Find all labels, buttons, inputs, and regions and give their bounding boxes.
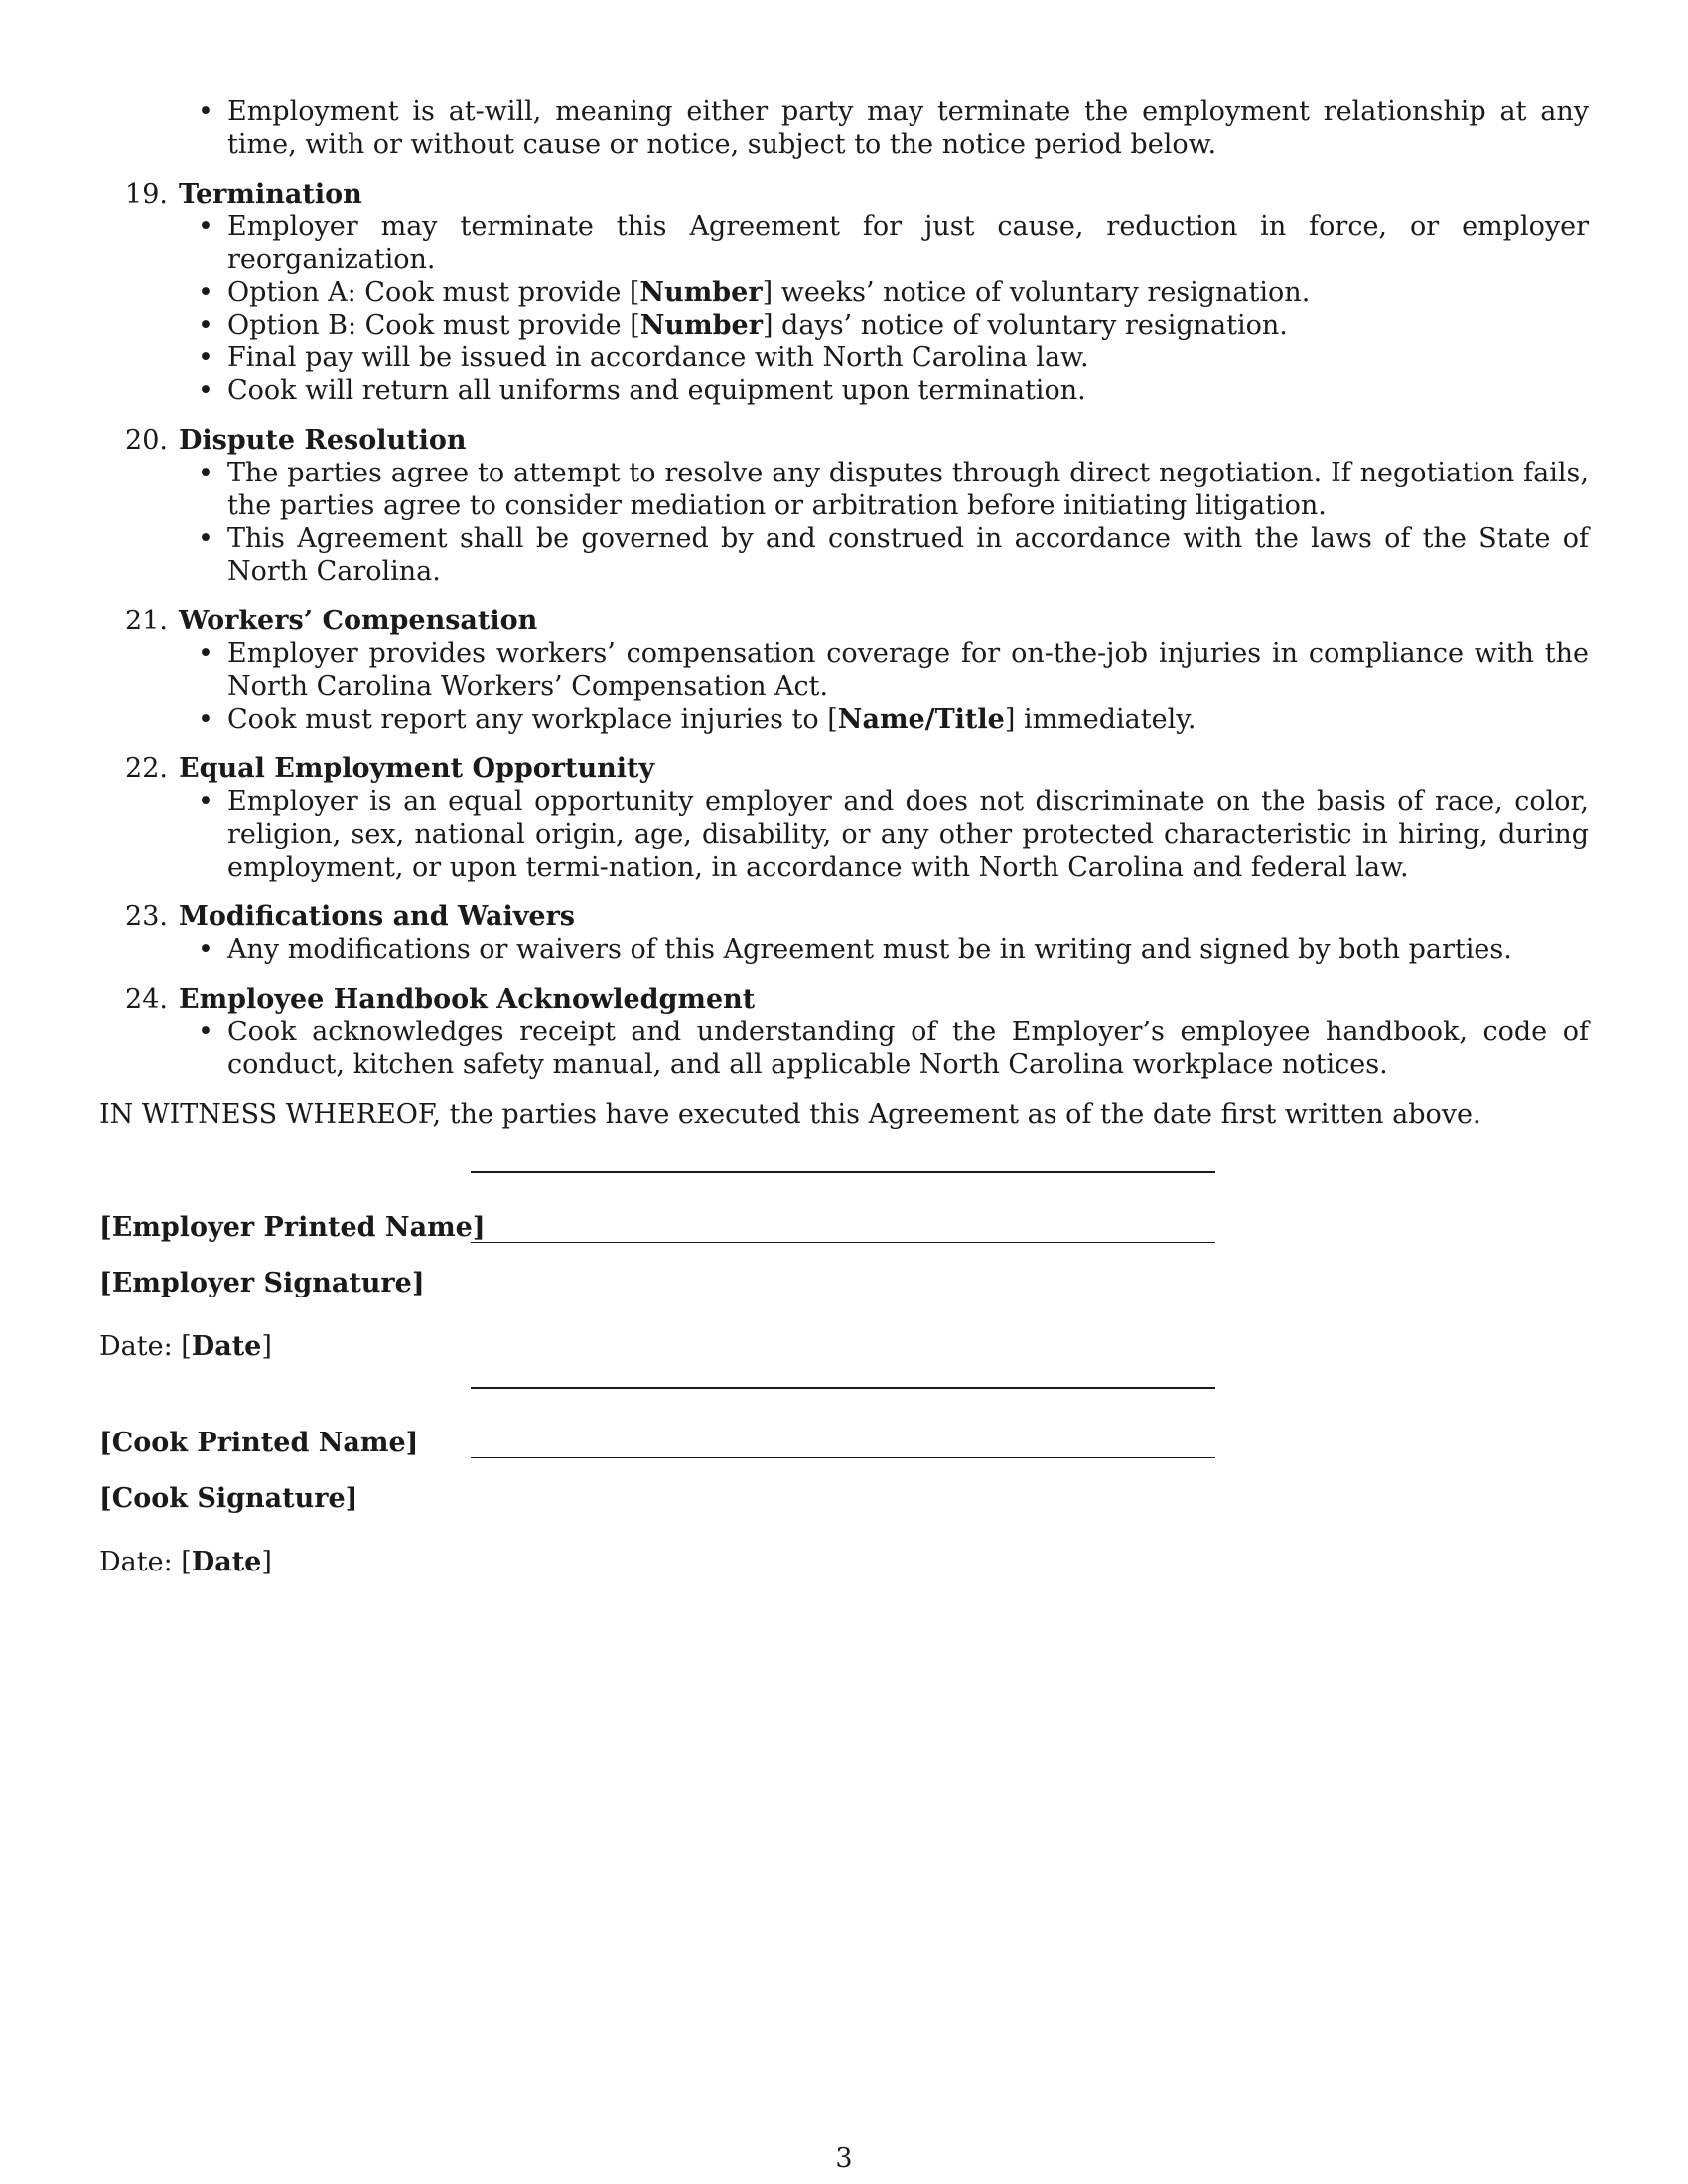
- employer-printed-name-line[interactable]: [471, 1171, 1215, 1173]
- cook-date-row: [99, 1546, 1589, 1584]
- section-21: [99, 605, 1589, 736]
- section-bullet-list: [99, 933, 1589, 966]
- document-page: [99, 95, 1589, 1584]
- section-bullet-item: • This Agreement shall be governed by and construed in accordance with the laws of the State of North Carolina.: [99, 522, 1589, 588]
- section-heading: [99, 983, 1589, 1016]
- section-bullet-item: • Cook acknowledges receipt and understanding of the Employer’s employee handbook, code of conduct, kitchen safety manual, and all applicable North Carolina workplace notices.: [99, 1016, 1589, 1081]
- intro-bullet-item: • Employment is at-will, meaning either party may terminate the employment relationship at any time, with or without cause or notice, subject to the notice period below.: [99, 95, 1589, 161]
- section-bullet-list: [99, 785, 1589, 884]
- section-number: 24.: [125, 984, 168, 1015]
- employer-signature-block: [99, 1242, 1589, 1340]
- employer-signature-label: [Employer Signature]: [99, 1268, 425, 1298]
- cook-signature-line[interactable]: [471, 1457, 1215, 1458]
- section-bullet-item: • Final pay will be issued in accordance with North Carolina law.: [99, 341, 1589, 374]
- employer-printed-name-label: [Employer Printed Name]: [99, 1212, 486, 1243]
- section-number: 19.: [125, 179, 168, 209]
- section-bullet-item: • Cook will return all uniforms and equipment upon termination.: [99, 374, 1589, 407]
- section-bullet-list: [99, 1016, 1589, 1081]
- section-23: [99, 900, 1589, 966]
- witness-statement: IN WITNESS WHEREOF, the parties have executed this Agreement as of the date first written above.: [99, 1099, 1481, 1130]
- section-bullet-list: [99, 637, 1589, 736]
- section-title: Modifications and Waivers: [179, 901, 575, 932]
- employer-signature-line[interactable]: [471, 1242, 1215, 1243]
- section-bullet-item: • Employer may terminate this Agreement for just cause, reduction in force, or employer reorganization.: [99, 210, 1589, 276]
- employer-date-row: [99, 1330, 1589, 1369]
- section-20: [99, 424, 1589, 588]
- cook-date: Date: [Date]: [99, 1547, 272, 1577]
- section-heading: [99, 178, 1589, 210]
- cook-signature-block: [99, 1457, 1589, 1556]
- section-bullet-item: • Any modifications or waivers of this Agreement must be in writing and signed by both parties.: [99, 933, 1589, 966]
- section-22: [99, 752, 1589, 884]
- section-bullet-item: • The parties agree to attempt to resolve any disputes through direct negotiation. If negotiation fails, the parties agree to consider mediation or arbitration before initiating litigation.: [99, 457, 1589, 522]
- section-bullet-item: • Option A: Cook must provide [Number] weeks’ notice of voluntary resignation.: [99, 276, 1589, 309]
- section-bullet-item: • Employer is an equal opportunity employer and does not discriminate on the basis of race, color, religion, sex, national origin, age, disability, or any other protected characteristic in hiring, during employment, or upon termi-nation, in accordance with North Carolina and federal law.: [99, 785, 1589, 884]
- section-heading: [99, 900, 1589, 933]
- section-title: Dispute Resolution: [179, 425, 467, 456]
- section-title: Termination: [179, 179, 362, 209]
- section-title: Equal Employment Opportunity: [179, 753, 655, 784]
- section-bullet-item: • Employer provides workers’ compensation coverage for on-the-job injuries in compliance with the North Carolina Workers’ Compensation Act.: [99, 637, 1589, 703]
- section-number: 21.: [125, 606, 168, 636]
- employer-date: Date: [Date]: [99, 1331, 272, 1362]
- section-bullet-list: [99, 457, 1589, 588]
- section-number: 22.: [125, 753, 168, 784]
- section-bullet-list: [99, 210, 1589, 407]
- section-heading: [99, 752, 1589, 785]
- cook-signature-label: [Cook Signature]: [99, 1483, 358, 1514]
- intro-bullet-list: [99, 95, 1589, 161]
- sections-container: [99, 178, 1589, 1081]
- section-title: Employee Handbook Acknowledgment: [179, 984, 756, 1015]
- section-number: 23.: [125, 901, 168, 932]
- section-bullet-item: • Cook must report any workplace injuries to [Name/Title] immediately.: [99, 703, 1589, 736]
- cook-printed-name-label: [Cook Printed Name]: [99, 1428, 419, 1458]
- cook-printed-name-line[interactable]: [471, 1387, 1215, 1389]
- section-number: 20.: [125, 425, 168, 456]
- section-24: [99, 983, 1589, 1081]
- section-bullet-item: • Option B: Cook must provide [Number] days’ notice of voluntary resignation.: [99, 309, 1589, 341]
- section-19: [99, 178, 1589, 407]
- page-number: 3: [835, 2143, 853, 2174]
- section-heading: [99, 605, 1589, 637]
- section-title: Workers’ Compensation: [179, 606, 538, 636]
- section-heading: [99, 424, 1589, 457]
